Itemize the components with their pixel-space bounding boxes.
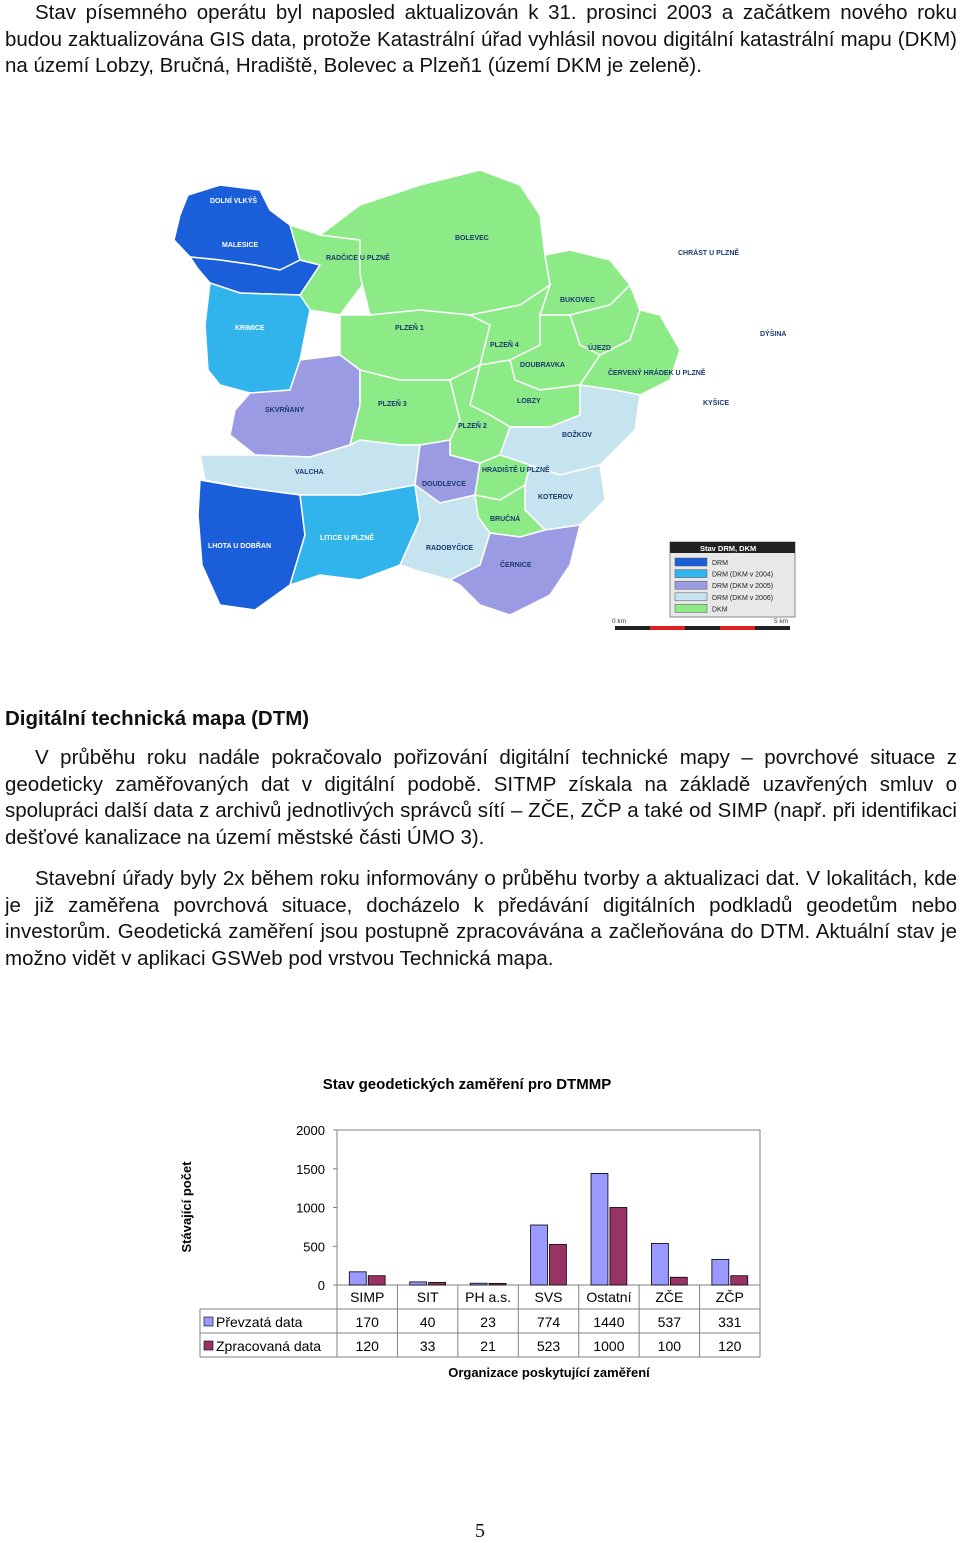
label-radobycice: RADOBYČICE (426, 545, 474, 552)
plot-area (337, 1130, 760, 1285)
label-cernice: ČERNICE (500, 562, 532, 569)
label-hradiste: HRADIŠTĚ U PLZNĚ (482, 467, 550, 474)
bar-prevzata (591, 1173, 608, 1285)
legend-swatch (675, 581, 707, 589)
table-value: 100 (657, 1338, 682, 1354)
map-legend (670, 542, 795, 617)
label-valcha: VALCHA (295, 469, 324, 476)
table-value: 21 (480, 1338, 496, 1354)
bar-zpracovana (610, 1208, 627, 1286)
section-heading: Digitální technická mapa (DTM) (5, 707, 310, 730)
y-tick-label: 0 (317, 1278, 325, 1293)
table-value: 170 (355, 1314, 379, 1330)
category-label: ZČP (715, 1289, 744, 1305)
table-value: 40 (419, 1314, 436, 1330)
label-lobzy: LOBZY (517, 398, 541, 405)
category-label: ZČE (655, 1289, 684, 1305)
legend-swatch (675, 558, 707, 566)
label-drysina: DÝŠINA (760, 331, 787, 338)
scale-end-label: 5 km (774, 618, 789, 625)
category-label: SIT (416, 1289, 439, 1305)
legend-swatch (675, 604, 707, 612)
label-plzen2: PLZEŇ 2 (458, 423, 487, 430)
bar-zpracovana (368, 1276, 385, 1285)
label-litice: LITICE U PLZNĚ (320, 535, 375, 542)
y-tick-label: 1000 (296, 1200, 325, 1216)
chart-x-axis-label: Organizace poskytující zaměření (448, 1365, 650, 1380)
scale-bar (612, 618, 790, 630)
legend-item-label: DRM (DKM v 2006) (712, 594, 774, 602)
series-name: Zpracovaná data (216, 1338, 322, 1354)
label-bozkov: BOŽKOV (562, 432, 592, 439)
bar-prevzata (410, 1282, 427, 1285)
table-value: 774 (536, 1314, 561, 1330)
table-value: 523 (536, 1338, 561, 1354)
bar-zpracovana (429, 1282, 446, 1285)
bar-prevzata (349, 1272, 366, 1285)
series-name: Převzatá data (216, 1314, 303, 1330)
legend-swatch (675, 570, 707, 578)
bar-zpracovana (731, 1276, 748, 1285)
y-tick-label: 1500 (296, 1161, 325, 1177)
legend-item-label: DRM (DKM v 2005) (712, 583, 774, 591)
label-koterov: KOTEROV (538, 494, 573, 501)
label-bukovec: BUKOVEC (560, 297, 596, 304)
label-cerveny-hradek: ČERVENÝ HRÁDEK U PLZNĚ (608, 370, 706, 377)
category-label: Ostatní (586, 1289, 632, 1305)
y-tick-label: 500 (303, 1239, 325, 1255)
label-plzen3: PLZEŇ 3 (378, 401, 407, 408)
label-doudlevce: DOUDLEVCE (422, 481, 466, 488)
table-value: 23 (480, 1314, 496, 1330)
dtm-paragraph-1: V průběhu roku nadále pokračovalo pořizování digitální technické mapy – povrchové situace z geodeticky zaměřovaných dat v digitální podobě. SITMP získala na základě uzavřených smluv o spolupráci další data z archivů jednotlivých správců sítí – ZČE, ZČP a také od SIMP (např. při identifikaci dešťové kanalizace na území městské části ÚMO 3). (5, 746, 957, 849)
legend-title: Stav DRM, DKM (700, 544, 757, 553)
dtm-paragraph-2: Stavební úřady byly 2x během roku informovány o průběhu tvorby a aktualizaci dat. V lokalitách, kde je již zaměřena povrchová situace, docházelo k předávání digitálních podkladů geodetům nebo investorům. Geodetická zaměření jsou postupně zpracovávána a začleňována do DTM. Aktuální stav je možno vidět v aplikaci GSWeb pod vrstvou Technická mapa. (5, 867, 957, 970)
chart-title: Stav geodetických zaměření pro DTMMP (322, 1076, 612, 1093)
table-value: 537 (657, 1314, 682, 1330)
y-tick-label: 2000 (296, 1123, 325, 1138)
scale-start-label: 0 km (612, 618, 627, 625)
label-lhota: LHOTA U DOBŘAN (208, 543, 271, 550)
label-brucna: BRUČNÁ (490, 516, 521, 523)
label-krimice: KRIMICE (235, 325, 265, 332)
category-label: PH a.s. (465, 1289, 512, 1305)
series-legend-key (204, 1341, 213, 1350)
table-value: 1000 (593, 1338, 625, 1354)
cadastral-map (160, 165, 810, 645)
label-chrast: CHRÁST U PLZNĚ (678, 250, 740, 257)
bar-zpracovana (550, 1244, 567, 1285)
bar-prevzata (651, 1243, 668, 1285)
bar-prevzata (531, 1225, 548, 1285)
table-value: 1440 (593, 1314, 625, 1330)
bar-chart (160, 1065, 800, 1395)
label-doubravka: DOUBRAVKA (520, 362, 565, 369)
label-radcice: RADČICE U PLZNĚ (326, 255, 390, 262)
label-ujezd: ÚJEZD (588, 345, 611, 352)
table-value: 33 (419, 1338, 436, 1354)
legend-item-label: DRM (DKM v 2004) (712, 571, 774, 579)
series-legend-key (204, 1317, 213, 1326)
label-malesice: MALESICE (222, 242, 259, 249)
bar-zpracovana (670, 1277, 687, 1285)
legend-item-label: DKM (712, 606, 728, 614)
bar-zpracovana (489, 1283, 506, 1285)
category-label: SVS (534, 1289, 563, 1305)
label-plzen4: PLZEŇ 4 (490, 342, 519, 349)
legend-item-label: DRM (712, 560, 728, 567)
region-plzen1 (340, 310, 490, 380)
label-plzen1: PLZEŇ 1 (395, 325, 424, 332)
intro-paragraph: Stav písemného operátu byl naposled aktualizován k 31. prosinci 2003 a začátkem nového roku budou zaktualizována GIS data, protože Katastrální úřad vyhlásil novou digitální katastrální mapu (DKM) na území Lobzy, Bručná, Hradiště, Bolevec a Plzeň1 (území DKM je zeleně). (5, 1, 957, 77)
table-value: 120 (355, 1338, 379, 1354)
label-bolevec: BOLEVEC (455, 235, 489, 242)
table-value: 120 (718, 1338, 742, 1354)
table-value: 331 (718, 1314, 742, 1330)
label-skvrnany: SKVRŇANY (265, 407, 305, 414)
chart-y-axis-label: Stávající počet (179, 1161, 194, 1253)
label-dolni-vlkys: DOLNÍ VLKÝŠ (210, 198, 258, 205)
label-kysice: KYŠICE (703, 400, 730, 407)
legend-swatch (675, 593, 707, 601)
bar-prevzata (470, 1283, 487, 1285)
page-number: 5 (475, 1520, 485, 1542)
bar-prevzata (712, 1259, 729, 1285)
category-label: SIMP (350, 1289, 385, 1305)
